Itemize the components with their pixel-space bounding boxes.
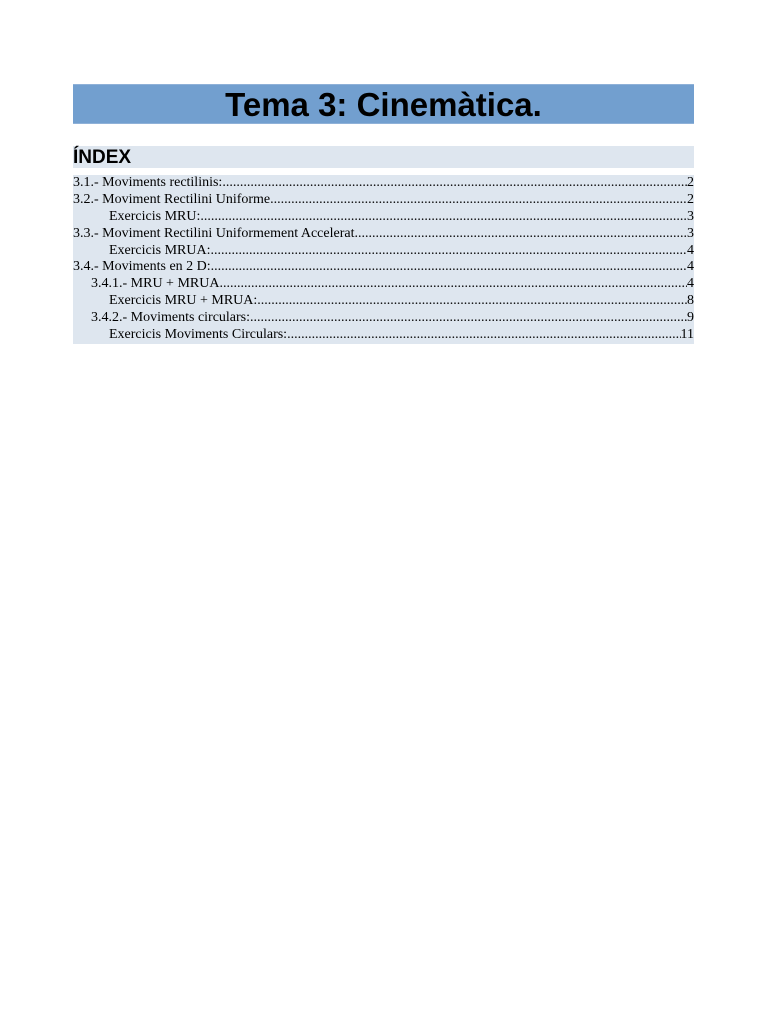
toc-entry-label: Exercicis Moviments Circulars: (109, 327, 288, 343)
toc-entry-label: 3.4.- Moviments en 2 D: (73, 259, 211, 275)
toc-entry-page: 3 (687, 208, 694, 224)
toc-leader-dots (274, 192, 687, 209)
toc-entry-page: 3 (687, 225, 694, 241)
toc-entry-page: 4 (687, 242, 694, 258)
toc-entry-page: 4 (687, 259, 694, 275)
toc-entry[interactable] (73, 276, 694, 293)
toc-entry-label: 3.4.2.- Moviments circulars: (91, 310, 251, 326)
toc-entry-label: Exercicis MRUA: (109, 242, 211, 258)
toc-entry-label: Exercicis MRU + MRUA: (109, 293, 258, 309)
toc-entry-page: 8 (687, 293, 694, 309)
index-heading: ÍNDEX (73, 146, 132, 168)
toc-entry-page: 11 (680, 327, 694, 343)
document-title: Tema 3: Cinemàtica. (225, 86, 542, 123)
toc-leader-dots (287, 327, 680, 344)
toc-leader-dots (358, 226, 687, 243)
toc-leader-dots (210, 243, 687, 260)
toc-entry-page: 4 (687, 276, 694, 292)
toc-entry[interactable] (73, 293, 694, 310)
toc-entry[interactable] (73, 209, 694, 226)
toc-entry[interactable] (73, 175, 694, 192)
toc-entry[interactable] (73, 226, 694, 243)
title-banner (73, 84, 694, 124)
toc-leader-dots (222, 175, 687, 192)
toc-entry-label: 3.2.- Moviment Rectilini Uniforme. (73, 191, 274, 207)
toc-entry[interactable] (73, 327, 694, 344)
toc-entry-label: 3.3.- Moviment Rectilini Uniformement Accelerat. (73, 225, 358, 241)
toc-leader-dots (223, 276, 687, 293)
toc-entry[interactable] (73, 310, 694, 327)
toc-leader-dots (257, 293, 687, 310)
table-of-contents (73, 175, 694, 344)
toc-entry[interactable] (73, 192, 694, 209)
toc-leader-dots (200, 209, 687, 226)
toc-entry-label: Exercicis MRU: (109, 208, 201, 224)
index-heading-bar (73, 146, 694, 168)
toc-entry[interactable] (73, 259, 694, 276)
toc-entry[interactable] (73, 243, 694, 260)
document-page (73, 84, 694, 344)
toc-leader-dots (211, 259, 687, 276)
toc-leader-dots (250, 310, 687, 327)
toc-entry-label: 3.4.1.- MRU + MRUA. (91, 276, 223, 292)
toc-entry-page: 9 (687, 310, 694, 326)
toc-entry-page: 2 (687, 175, 694, 190)
toc-entry-label: 3.1.- Moviments rectilinis: (73, 175, 223, 190)
toc-entry-page: 2 (687, 191, 694, 207)
